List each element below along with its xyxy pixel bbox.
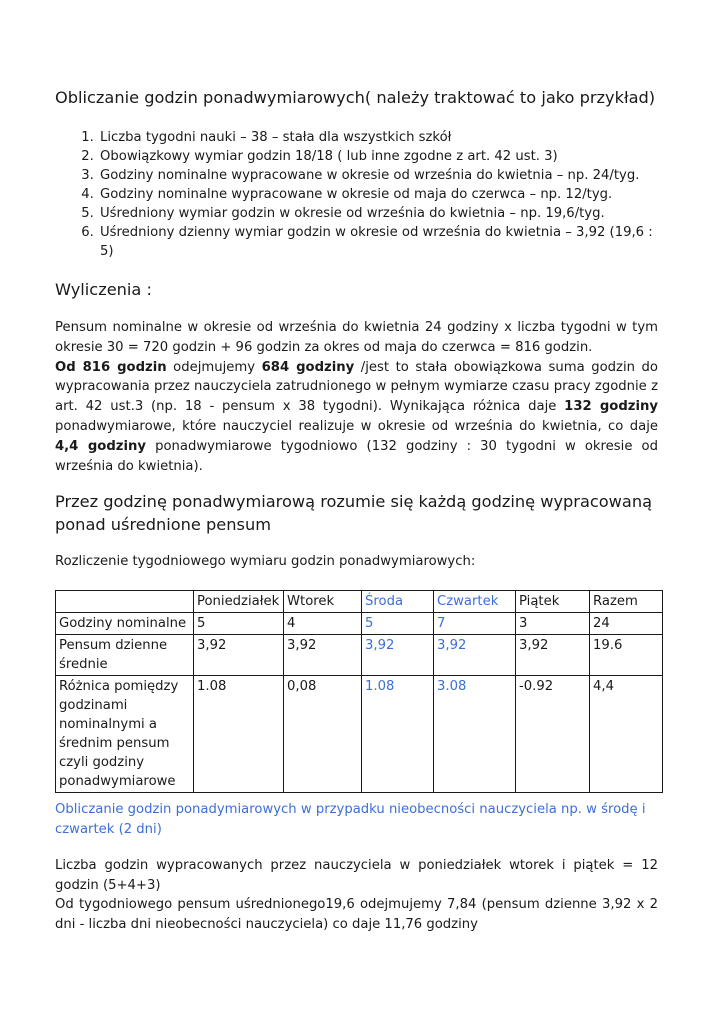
document-title: Obliczanie godzin ponadwymiarowych( należy traktować to jako przykład) xyxy=(55,88,656,107)
absence-paragraph xyxy=(55,856,658,934)
table-cell: Pensum dzienne średnie xyxy=(56,635,194,676)
table-cell: 4 xyxy=(284,613,362,635)
table-cell: 3,92 xyxy=(362,635,434,676)
table-header-cell: Wtorek xyxy=(284,591,362,613)
table-cell: 5 xyxy=(194,613,284,635)
calc-bold-2: 684 godziny xyxy=(261,359,355,375)
list-item: 2. Obowiązkowy wymiar godzin 18/18 ( lub inne zgodne z art. 42 ust. 3) xyxy=(98,147,660,166)
calculations-paragraph xyxy=(55,318,658,476)
table-cell: Godziny nominalne xyxy=(56,613,194,635)
calc-bold-4: 4,4 godziny xyxy=(55,438,146,454)
table-header-cell xyxy=(56,591,194,613)
list-item: 5. Uśredniony wymiar godzin w okresie od września do kwietnia – np. 19,6/tyg. xyxy=(98,204,660,223)
table-cell: 3,92 xyxy=(194,635,284,676)
list-item: 3. Godziny nominalne wypracowane w okresie od września do kwietnia – np. 24/tyg. xyxy=(98,166,660,185)
table-caption: Rozliczenie tygodniowego wymiaru godzin ponadwymiarowych: xyxy=(55,554,476,569)
calc-text-3: /jest to stała obowiązkowa suma godzin do wypracowania przez nauczyciela zatrudnionego w pełnym wymiarze czasu pracy zgodnie z art. 42 ust.3 (np. 18 - pensum x 38 tygodni). Wynikająca różnica daje xyxy=(55,359,658,415)
table-cell: 7 xyxy=(434,613,516,635)
calc-text-1: Pensum nominalne w okresie od września do kwietnia 24 godziny x liczba tygodni w tym okresie 30 = 720 godzin + 96 godzin za okres od maja do czerwca = 816 godzin. xyxy=(55,320,658,355)
table-cell: 1.08 xyxy=(362,676,434,793)
table-cell: 3,92 xyxy=(284,635,362,676)
definition-heading: Przez godzinę ponadwymiarową rozumie się każdą godzinę wypracowaną ponad uśrednione pensum xyxy=(55,492,653,534)
calc-text-2: odejmujemy xyxy=(166,359,262,375)
table-row xyxy=(56,676,663,793)
table-row xyxy=(56,613,663,635)
table-header-cell: Środa xyxy=(362,591,434,613)
table-cell: Różnica pomiędzy godzinami nominalnymi a średnim pensum czyli godziny ponadwymiarowe xyxy=(56,676,194,793)
calc-bold-1: Od 816 godzin xyxy=(55,359,167,375)
hours-table xyxy=(55,590,663,793)
table-cell: 1.08 xyxy=(194,676,284,793)
table-header-cell: Piątek xyxy=(516,591,590,613)
calc-bold-3: 132 godziny xyxy=(564,399,658,415)
table-header-cell: Czwartek xyxy=(434,591,516,613)
table-cell: 3,92 xyxy=(434,635,516,676)
table-cell: 3.08 xyxy=(434,676,516,793)
table-cell: 0,08 xyxy=(284,676,362,793)
rules-list xyxy=(55,128,660,261)
table-header-cell: Razem xyxy=(590,591,663,613)
table-row xyxy=(56,635,663,676)
calculations-heading: Wyliczenia : xyxy=(55,280,152,299)
table-cell: 3,92 xyxy=(516,635,590,676)
absence-line-1: Liczba godzin wypracowanych przez nauczyciela w poniedziałek wtorek i piątek = 12 godzin (5+4+3) xyxy=(55,858,658,893)
absence-heading: Obliczanie godzin ponadymiarowych w przypadku nieobecności nauczyciela np. w środę i czwartek (2 dni) xyxy=(55,802,646,837)
table-header-row xyxy=(56,591,663,613)
table-cell: 5 xyxy=(362,613,434,635)
list-item: 6. Uśredniony dzienny wymiar godzin w okresie od września do kwietnia – 3,92 (19,6 : 5) xyxy=(98,223,660,261)
table-header-cell: Poniedziałek xyxy=(194,591,284,613)
table-cell: -0.92 xyxy=(516,676,590,793)
list-item: 1. Liczba tygodni nauki – 38 – stała dla wszystkich szkół xyxy=(98,128,660,147)
table-cell: 4,4 xyxy=(590,676,663,793)
list-item: 4. Godziny nominalne wypracowane w okresie od maja do czerwca – np. 12/tyg. xyxy=(98,185,660,204)
table-cell: 19.6 xyxy=(590,635,663,676)
table-cell: 3 xyxy=(516,613,590,635)
absence-line-2: Od tygodniowego pensum uśrednionego19,6 odejmujemy 7,84 (pensum dzienne 3,92 x 2 dni - liczba dni nieobecności nauczyciela) co daje 11,76 godziny xyxy=(55,897,658,932)
calc-text-4: ponadwymiarowe, które nauczyciel realizuje w okresie od września do kwietnia, co daje xyxy=(55,418,658,434)
table-cell: 24 xyxy=(590,613,663,635)
calc-text-5: ponadwymiarowe tygodniowo (132 godziny : 30 tygodni w okresie od września do kwietnia). xyxy=(55,438,658,474)
